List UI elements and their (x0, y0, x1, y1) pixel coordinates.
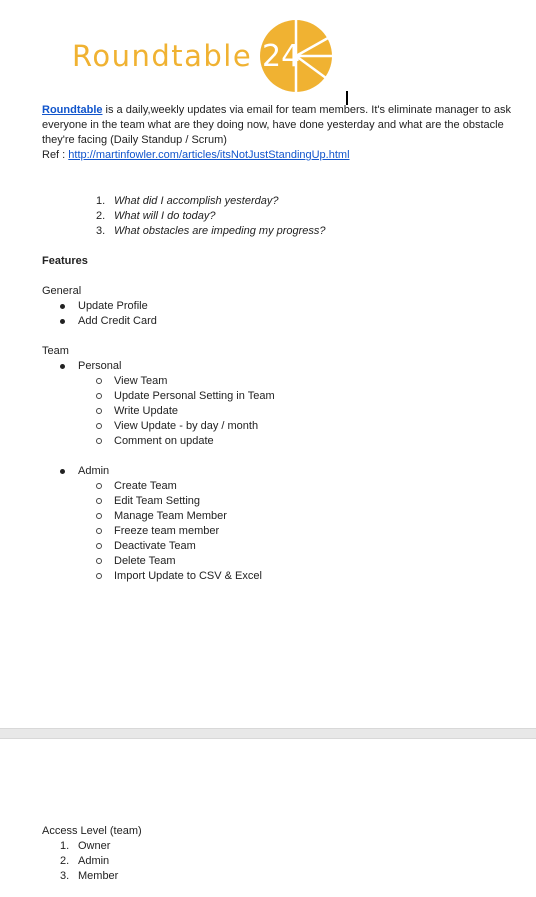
list-item: 2. What will I do today? (96, 210, 216, 222)
general-heading: General (42, 285, 82, 297)
general-list (60, 299, 157, 329)
list-item: Personal (60, 359, 121, 374)
ref-link[interactable]: http://martinfowler.com/articles/itsNotJustStandingUp.html (68, 149, 350, 161)
list-item: Freeze team member (96, 524, 262, 539)
list-item: Edit Team Setting (96, 494, 262, 509)
list-item: Update Personal Setting in Team (96, 389, 275, 404)
logo-number: 24 (262, 39, 301, 74)
list-item: 1. What did I accomplish yesterday? (96, 195, 279, 207)
features-heading: Features (42, 255, 88, 267)
ref-line (42, 149, 350, 161)
team-heading: Team (42, 345, 69, 357)
team-admin-list (60, 464, 109, 479)
team-personal-list (60, 359, 121, 374)
list-item: Import Update to CSV & Excel (96, 569, 262, 584)
list-item: Update Profile (60, 299, 157, 314)
intro-paragraph (42, 103, 518, 163)
ref-label: Ref : (42, 149, 69, 161)
list-item: Deactivate Team (96, 539, 262, 554)
page-break (0, 728, 536, 739)
list-item: Delete Team (96, 554, 262, 569)
access-level-list (60, 839, 118, 884)
logo-text: Roundtable (72, 39, 253, 73)
list-item: Write Update (96, 404, 275, 419)
list-item: Admin (60, 464, 109, 479)
list-item: Manage Team Member (96, 509, 262, 524)
access-level-heading: Access Level (team) (42, 825, 142, 837)
list-item: View Team (96, 374, 275, 389)
logo-wheel-icon (256, 16, 336, 96)
personal-items-list (96, 374, 275, 449)
list-item: View Update - by day / month (96, 419, 275, 434)
list-item: 3. Member (60, 870, 119, 882)
intro-text: is a daily,weekly updates via email for team members. It's eliminate manager to ask everyone in the team what are they doing now, have done yesterday and what are the obstacle they're facing (Daily Standup / Scrum) (42, 104, 511, 146)
list-item: Comment on update (96, 434, 275, 449)
list-item: 2. Admin (60, 855, 110, 867)
list-item: Add Credit Card (60, 314, 157, 329)
admin-items-list (96, 479, 262, 584)
roundtable-link[interactable]: Roundtable (42, 104, 103, 116)
standup-questions (96, 194, 326, 239)
list-item: Create Team (96, 479, 262, 494)
list-item: 3. What obstacles are impeding my progress? (96, 225, 326, 237)
logo (72, 16, 301, 96)
list-item: 1. Owner (60, 840, 111, 852)
